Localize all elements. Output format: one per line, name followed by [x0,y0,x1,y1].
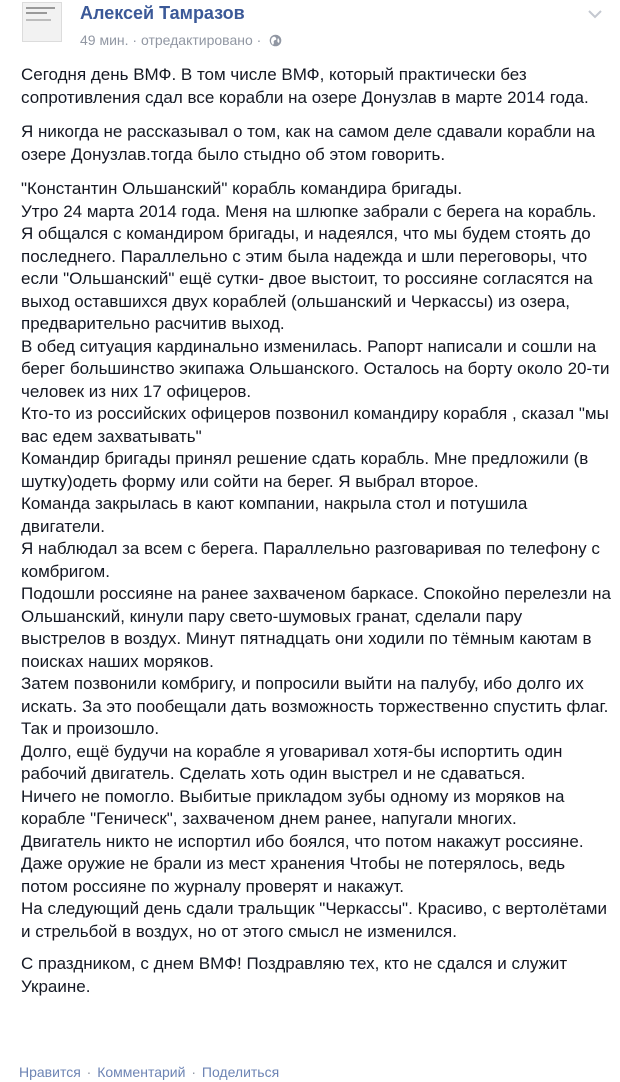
post-paragraph: Сегодня день ВМФ. В том числе ВМФ, который практически без сопротивления сдал все корабли на озере Донузлав в марте 2014 года. [21,65,589,107]
post-body [21,64,611,1010]
post-actions [19,1064,279,1080]
post-paragraph: "Константин Ольшанский" корабль командира бригады. Утро 24 марта 2014 года. Меня на шлюпке забрали с берега на корабль. Я общался с командиром бригады, и надеялся, что мы будем стоять до последнего. Параллельно с этим была надежда и шли переговоры, что если "Ольшанский" ещё сутки- двое выстоит, то россияне согласятся на выход оставшихся двух кораблей (ольшанский и Черкассы) из озера, предварительно расчитив выход. В обед ситуация кардинально изменилась. Рапорт написали и сошли на берег большинство экипажа Ольшанского. Осталось на борту около 20-ти человек из них 17 офицеров. Кто-то из российских офицеров позвонил командиру корабля , сказал "мы вас едем захватывать" Командир бригады принял решение сдать корабль. Мне предложили (в шутку)одеть форму или сойти на берег. Я выбрал второе. Команда закрылась в кают компании, накрыла стол и потушила двигатели. Я наблюдал за всем с берега. Параллельно разговаривая по телефону с комбригом. Подошли россияне на ранее захваченом баркасе. Спокойно перелезли на Ольшанский, кинули пару свето-шумовых гранат, сделали пару выстрелов в воздух. Минут пятнадцать они ходили по тёмным каютам в поисках наших моряков. Затем позвонили комбригу, и попросили выйти на палубу, ибо долго их искать. За это пообещали дать возможность торжественно спустить флаг. Так и произошло. Долго, ещё будучи на корабле я уговаривал хотя-бы испортить один рабочий двигатель. Сделать хоть один выстрел и не сдаваться. Ничего не помогло. Выбитые прикладом зубы одному из моряков на корабле "Геническ", захваченом днем ранее, напугали многих. Двигатель никто не испортил ибо боялся, что потом накажут россияне. Даже оружие не брали из мест хранения Чтобы не потерялось, ведь потом россияне по журналу проверят и накажут. На следующий день сдали тральщик "Черкассы". Красиво, с вертолётами и стрельбой в воздух, но от этого смысл не изменился. [21,179,611,941]
edited-label[interactable]: отредактировано [140,32,253,48]
post-meta [80,32,282,50]
action-separator: · [191,1064,196,1080]
meta-separator: · [132,32,138,48]
chevron-down-icon[interactable] [588,6,602,24]
like-button[interactable]: Нравится [19,1064,81,1080]
avatar[interactable] [22,2,62,42]
share-button[interactable]: Поделиться [201,1064,280,1080]
comment-button[interactable]: Комментарий [97,1064,186,1080]
author-name[interactable]: Алексей Тамразов [80,3,245,23]
globe-icon[interactable] [269,34,282,50]
meta-separator: · [256,32,262,48]
post-paragraph: С праздником, с днем ВМФ! Поздравляю тех, кто не сдался и служит Украине. [21,954,568,996]
post-paragraph: Я никогда не рассказывал о том, как на самом деле сдавали корабли на озере Донузлав.тогда было стыдно об этом говорить. [21,122,596,164]
post-time[interactable]: 49 мин. [80,32,129,48]
post-header [22,2,610,52]
action-separator: · [86,1064,92,1080]
